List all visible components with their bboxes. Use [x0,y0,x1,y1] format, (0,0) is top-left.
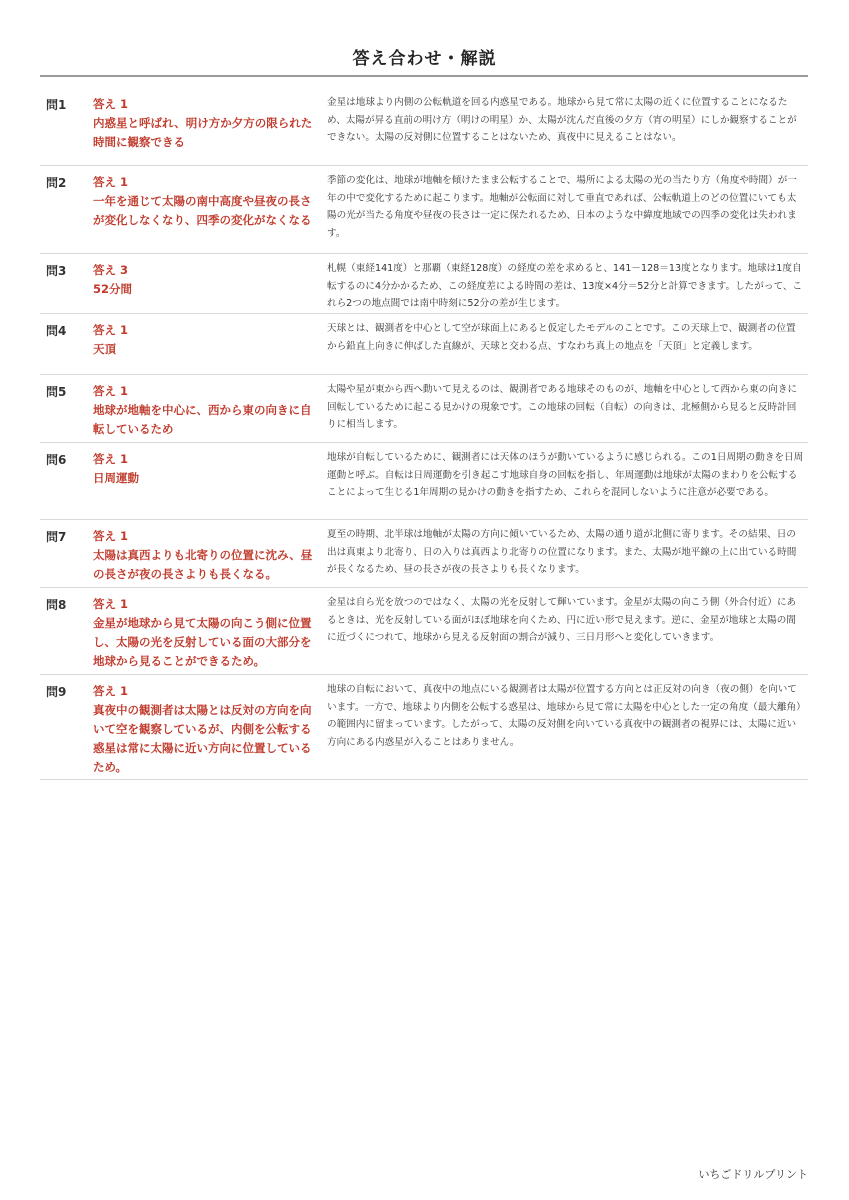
footer-brand: いちごドリルプリント [698,1168,808,1181]
answer-cell [86,314,322,374]
table-row [40,314,808,375]
answer-text: 天頂 [93,342,116,356]
table-row [40,588,808,675]
explanation-text: 太陽や星が東から西へ動いて見えるのは、観測者である地球そのものが、地軸を中心として西から東の向きに回転しているために起こる見かけの現象です。この地球の回転（自転）の向きは、北極側から見ると反時計回りに相当します。 [327,384,798,430]
answer-text: 地球が地軸を中心に、西から東の向きに自転しているため [93,403,312,436]
question-number: 問2 [46,176,67,190]
answer-label: 答え 1 [93,597,129,611]
answer-text: 52分間 [93,282,133,296]
table-row [40,443,808,520]
answer-label: 答え 1 [93,97,129,111]
title-divider [40,75,808,77]
table-row [40,254,808,314]
answer-label: 答え 1 [93,384,129,398]
answer-cell [86,675,322,779]
answer-cell [86,443,322,519]
explanation-text: 金星は地球より内側の公転軌道を回る内惑星である。地球から見て常に太陽の近くに位置することになるため、太陽が昇る直前の明け方（明けの明星）か、太陽が沈んだ直後の夕方（宵の明星）にしか観察することができない。太陽の反対側に位置することはないため、真夜中に見えることはない。 [327,97,797,143]
answer-text: 日周運動 [93,471,139,485]
answer-cell [86,375,322,442]
explanation-text: 季節の変化は、地球が地軸を傾けたまま公転することで、場所による太陽の光の当たり方（角度や時間）が一年の中で変化するために起こります。地軸が公転面に対して垂直であれば、公転軌道上のどの位置にいても太陽の光が当たる角度や昼夜の長さは一定に保たれるため、日本のような中緯度地域での四季の変化は失われます。 [327,175,797,239]
question-number: 問7 [46,530,67,544]
answer-label: 答え 3 [93,263,129,277]
answer-label: 答え 1 [93,452,129,466]
explanation-text: 地球の自転において、真夜中の地点にいる観測者は太陽が位置する方向とは正反対の向き（夜の側）を向いています。一方で、地球より内側を公転する惑星は、地球から見て常に太陽を中心とした一定の角度（最大離角）の範囲内に留まっています。したがって、太陽の反対側を向いている真夜中の観測者の視界には、太陽に近い方向にある内惑星が入ることはありません。 [327,684,801,748]
page-title: 答え合わせ・解説 [352,49,497,69]
explanation-text: 金星は自ら光を放つのではなく、太陽の光を反射して輝いています。金星が太陽の向こう側（外合付近）にあるときは、光を反射している面がほぼ地球を向くため、円に近い形で見えます。逆に、金星が地球と太陽の間に近づくにつれて、地球から見える反射面の割合が減り、三日月形へと変化していきます。 [327,597,797,643]
question-number: 問1 [46,98,67,112]
table-row [40,375,808,443]
answer-label: 答え 1 [93,323,129,337]
table-row [40,520,808,588]
answer-cell [86,588,322,674]
answer-cell [86,254,322,313]
answer-text: 一年を通じて太陽の南中高度や昼夜の長さが変化しなくなり、四季の変化がなくなる [93,194,312,227]
question-number: 問9 [46,685,67,699]
table-row [40,675,808,780]
question-number: 問6 [46,453,67,467]
answer-cell [86,166,322,253]
answer-text: 内惑星と呼ばれ、明け方か夕方の限られた時間に観察できる [93,116,313,149]
question-number: 問4 [46,324,67,338]
answer-label: 答え 1 [93,529,129,543]
answer-text: 太陽は真西よりも北寄りの位置に沈み、昼の長さが夜の長さよりも長くなる。 [93,548,313,581]
question-number: 問3 [46,264,67,278]
question-number: 問5 [46,385,67,399]
answer-label: 答え 1 [93,684,129,698]
answer-cell [86,88,322,165]
explanation-text: 夏至の時期、北半球は地軸が太陽の方向に傾いているため、太陽の通り道が北側に寄ります。その結果、日の出は真東より北寄り、日の入りは真西より北寄りの位置になります。また、太陽が地平線の上に出ている時間が長くなるため、昼の長さが夜の長さよりも長くなります。 [327,529,797,575]
explanation-text: 地球が自転しているために、観測者には天体のほうが動いているように感じられる。この1日周期の動きを日周運動と呼ぶ。自転は日周運動を引き起こす地球自身の回転を指し、年周運動は地球が太陽のまわりを公転することによって生じる1年周期の見かけの動きを指すため、これらを混同しないように注意が必要である。 [327,452,804,498]
answer-text: 真夜中の観測者は太陽とは反対の方向を向いて空を観察しているが、内側を公転する惑星は常に太陽に近い方向に位置しているため。 [93,703,312,774]
answer-label: 答え 1 [93,175,129,189]
answer-cell [86,520,322,587]
question-number: 問8 [46,598,67,612]
table-row [40,166,808,254]
table-row [40,88,808,166]
explanation-text: 札幌（東経141度）と那覇（東経128度）の経度の差を求めると、141－128＝13度となります。地球は1度自転するのに4分かかるため、この経度差による時間の差は、13度×4分＝52分と計算できます。したがって、これら2つの地点間では南中時刻に52分の差が生じます。 [327,263,803,309]
answer-text: 金星が地球から見て太陽の向こう側に位置し、太陽の光を反射している面の大部分を地球から見ることができるため。 [93,616,312,668]
answer-table [40,88,808,780]
explanation-text: 天球とは、観測者を中心として空が球面上にあると仮定したモデルのことです。この天球上で、観測者の位置から鉛直上向きに伸ばした直線が、天球と交わる点、すなわち真上の地点を「天頂」と定義します。 [327,323,796,352]
